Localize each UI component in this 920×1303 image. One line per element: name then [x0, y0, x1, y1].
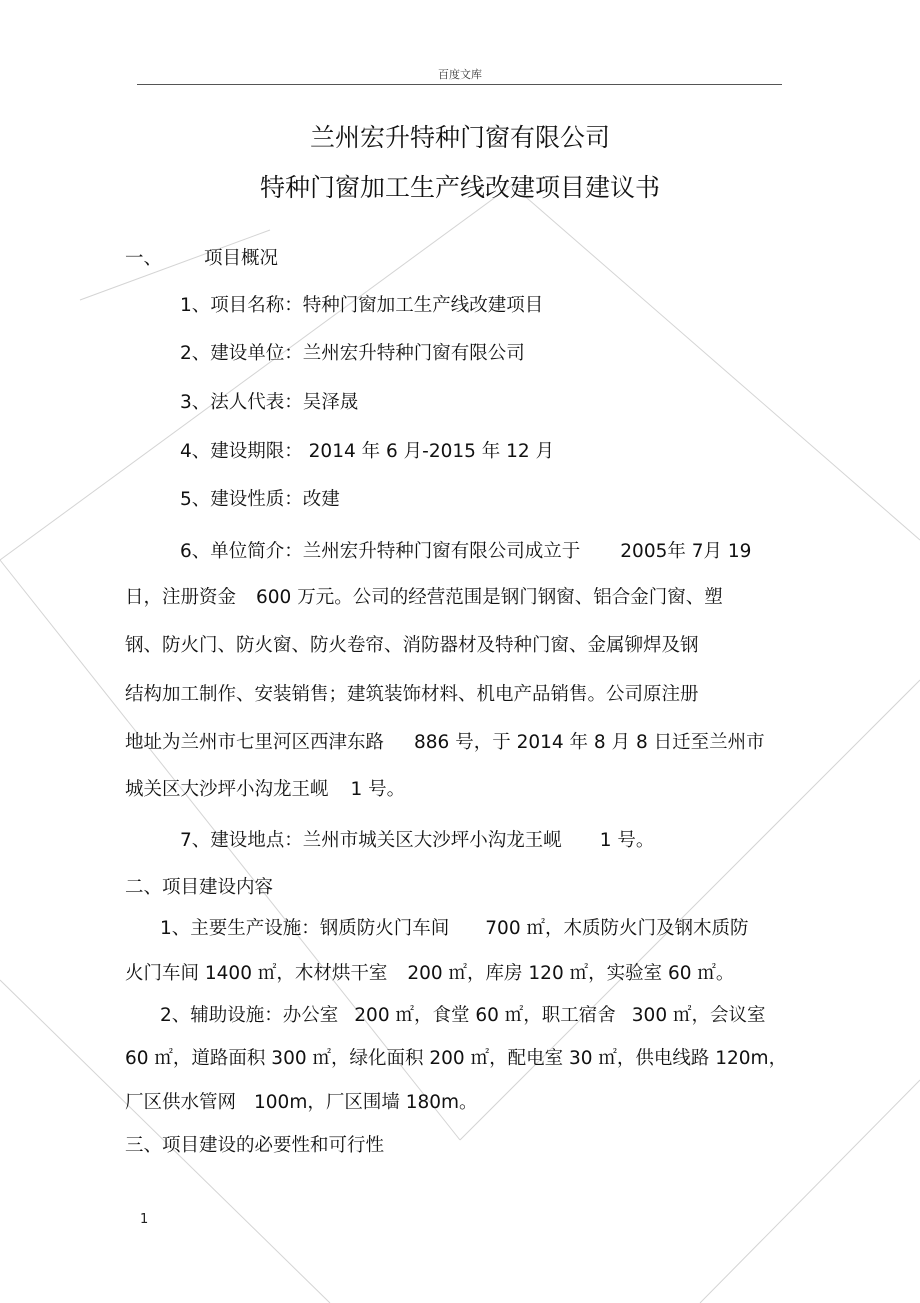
unit-intro-line-4: 结构加工制作、安装销售；建筑装饰材料、机电产品销售。公司原注册	[125, 684, 699, 705]
main-facilities-label: 1、主要生产设施：钢质防火门车间	[160, 918, 450, 939]
construction-site-text: 7、建设地点：兰州市城关区大沙坪小沟龙王岘	[180, 830, 562, 851]
construction-site-line	[180, 829, 654, 853]
construction-site-number: 1 号。	[599, 830, 655, 851]
unit-intro-line-6	[125, 778, 405, 802]
header-divider	[137, 84, 782, 85]
meeting-room-text: 300 ㎡，会议室	[631, 1005, 766, 1026]
construction-period-line: 4、建设期限： 2014 年 6 月-2015 年 12 月	[180, 441, 555, 462]
page-number: 1	[140, 1212, 149, 1227]
auxiliary-facilities-label: 2、辅助设施：办公室	[160, 1005, 339, 1026]
construction-nature-line: 5、建设性质：改建	[180, 489, 340, 510]
unit-intro-text: 6、单位简介：兰州宏升特种门窗有限公司成立于	[180, 541, 581, 562]
unit-intro-line-2	[125, 586, 723, 610]
main-facilities-line-2	[125, 962, 734, 986]
founding-date: 2005年 7月 19	[620, 541, 752, 562]
legal-representative-line: 3、法人代表：吴泽晟	[180, 392, 359, 413]
unit-intro-line-3: 钢、防火门、防火窗、防火卷帘、消防器材及特种门窗、金属铆焊及钢	[125, 635, 699, 656]
registered-capital-text: 600 万元。公司的经营范围是钢门钢窗、铝合金门窗、塑	[256, 587, 723, 608]
former-address-text: 地址为兰州市七里河区西津东路	[125, 732, 385, 753]
unit-intro-line-1	[180, 540, 751, 564]
relocation-text: 886 号，于 2014 年 8 月 8 日迁至兰州市	[414, 732, 765, 753]
drying-room-text: 200 ㎡，库房 120 ㎡，实验室 60 ㎡。	[407, 963, 735, 984]
document-title-company: 兰州宏升特种门窗有限公司	[309, 123, 610, 152]
header-source-label: 百度文库	[438, 68, 482, 81]
new-address-text: 城关区大沙坪小沟龙王岘	[125, 779, 329, 800]
section-1-number: 一、	[125, 248, 163, 269]
new-address-number: 1 号。	[350, 779, 406, 800]
office-canteen-text: 200 ㎡，食堂 60 ㎡，职工宿舍	[354, 1005, 616, 1026]
water-pipe-text: 100m，厂区围墙 180m。	[254, 1092, 478, 1113]
construction-unit-line: 2、建设单位：兰州宏升特种门窗有限公司	[180, 343, 525, 364]
auxiliary-facilities-line-2: 60 ㎡，道路面积 300 ㎡，绿化面积 200 ㎡，配电室 30 ㎡，供电线路 120m，	[125, 1048, 788, 1069]
water-pipe-label: 厂区供水管网	[125, 1092, 237, 1113]
unit-intro-line-5	[125, 731, 765, 755]
project-name-line: 1、项目名称：特种门窗加工生产线改建项目	[180, 295, 544, 316]
workshop-area-text: 火门车间 1400 ㎡，木材烘干室	[125, 963, 388, 984]
section-1-heading	[125, 247, 278, 271]
registered-capital-label: 日，注册资金	[125, 587, 237, 608]
section-1-title: 项目概况	[204, 248, 279, 269]
section-3-heading: 三、项目建设的必要性和可行性	[125, 1135, 385, 1156]
document-title-proposal: 特种门窗加工生产线改建项目建议书	[259, 173, 660, 202]
section-2-heading: 二、项目建设内容	[125, 877, 274, 898]
main-facilities-line-1	[160, 917, 748, 941]
main-facilities-text: 700 ㎡，木质防火门及钢木质防	[485, 918, 749, 939]
auxiliary-facilities-line-1	[160, 1004, 765, 1028]
auxiliary-facilities-line-3	[125, 1091, 478, 1115]
